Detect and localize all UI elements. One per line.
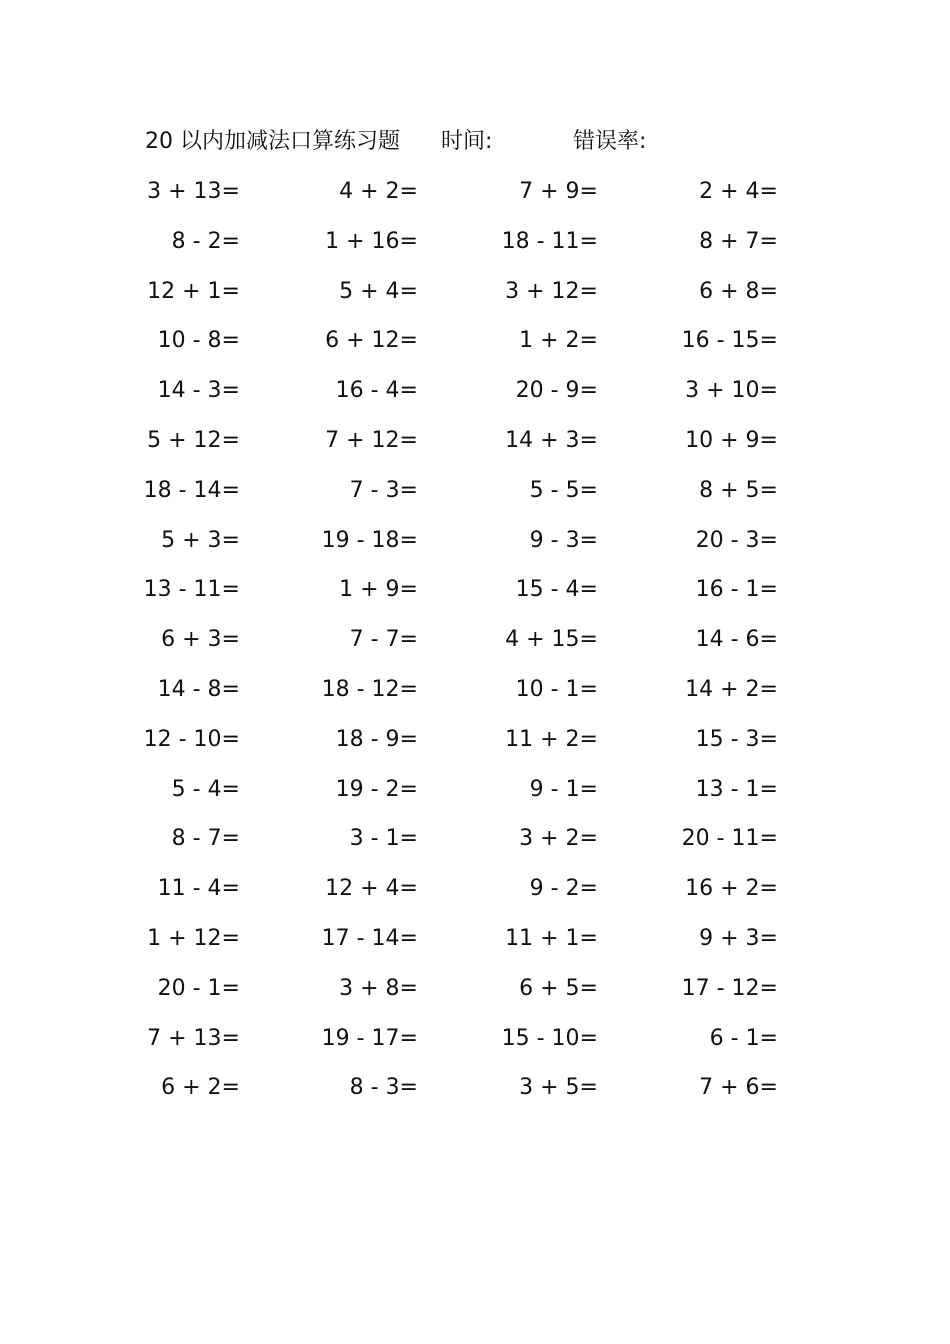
problem-row	[120, 672, 820, 722]
problem-row	[120, 423, 820, 473]
problem-item: 14 + 3=	[505, 427, 598, 453]
problem-row	[120, 722, 820, 772]
problem-row	[120, 473, 820, 523]
problem-item: 3 - 1=	[349, 826, 418, 852]
problem-item: 16 + 2=	[685, 876, 778, 902]
problem-item: 20 - 9=	[515, 378, 598, 404]
time-label: 时间:	[441, 129, 493, 154]
problem-item: 11 - 4=	[157, 876, 240, 902]
problem-item: 20 - 11=	[681, 826, 778, 852]
problem-item: 5 + 3=	[161, 527, 240, 553]
problem-item: 20 - 3=	[695, 527, 778, 553]
problem-item: 7 + 13=	[147, 1025, 240, 1051]
worksheet-title: 20 以内加减法口算练习题	[145, 129, 400, 154]
problem-item: 20 - 1=	[157, 975, 240, 1001]
problem-item: 3 + 5=	[519, 1075, 598, 1101]
error-rate-label: 错误率:	[573, 129, 647, 154]
problem-item: 17 - 12=	[681, 975, 778, 1001]
problem-row	[120, 224, 820, 274]
problem-item: 14 - 6=	[695, 627, 778, 653]
problem-item: 17 - 14=	[321, 925, 418, 951]
problem-item: 3 + 12=	[505, 278, 598, 304]
problem-row	[120, 772, 820, 822]
problem-item: 6 + 8=	[699, 278, 778, 304]
problem-item: 1 + 12=	[147, 925, 240, 951]
problem-item: 13 - 1=	[695, 776, 778, 802]
problem-row	[120, 622, 820, 672]
problem-item: 13 - 11=	[143, 577, 240, 603]
problem-item: 18 - 14=	[143, 477, 240, 503]
problem-item: 7 + 9=	[519, 179, 598, 204]
problem-item: 5 + 12=	[147, 427, 240, 453]
problem-row	[120, 821, 820, 871]
problem-item: 15 - 4=	[515, 577, 598, 603]
problem-item: 9 + 3=	[699, 925, 778, 951]
problem-item: 14 - 8=	[157, 676, 240, 702]
problem-item: 5 - 5=	[529, 477, 598, 503]
problem-item: 3 + 2=	[519, 826, 598, 852]
problem-item: 11 + 1=	[505, 925, 598, 951]
problem-item: 10 + 9=	[685, 427, 778, 453]
problem-item: 18 - 11=	[501, 228, 598, 254]
problem-item: 14 - 3=	[157, 378, 240, 404]
problem-item: 10 - 1=	[515, 676, 598, 702]
problem-item: 9 - 3=	[529, 527, 598, 553]
problem-item: 19 - 2=	[335, 776, 418, 802]
problem-item: 1 + 16=	[325, 228, 418, 254]
problem-item: 6 - 1=	[709, 1025, 778, 1051]
problem-grid	[120, 174, 820, 1120]
problem-item: 16 - 4=	[335, 378, 418, 404]
problem-row	[120, 871, 820, 921]
problem-item: 5 + 4=	[339, 278, 418, 304]
problem-item: 3 + 10=	[685, 378, 778, 404]
problem-item: 6 + 2=	[161, 1075, 240, 1101]
problem-item: 11 + 2=	[505, 726, 598, 752]
problem-row	[120, 323, 820, 373]
problem-item: 1 + 9=	[339, 577, 418, 603]
problem-item: 19 - 18=	[321, 527, 418, 553]
problem-item: 8 + 5=	[699, 477, 778, 503]
problem-item: 18 - 9=	[335, 726, 418, 752]
problem-item: 7 + 6=	[699, 1075, 778, 1101]
problem-item: 8 + 7=	[699, 228, 778, 254]
problem-item: 9 - 2=	[529, 876, 598, 902]
problem-row	[120, 971, 820, 1021]
problem-item: 1 + 2=	[519, 328, 598, 354]
problem-item: 2 + 4=	[699, 179, 778, 204]
problem-item: 10 - 8=	[157, 328, 240, 354]
problem-item: 12 + 4=	[325, 876, 418, 902]
problem-item: 3 + 13=	[147, 179, 240, 204]
problem-item: 8 - 2=	[171, 228, 240, 254]
problem-item: 7 + 12=	[325, 427, 418, 453]
problem-item: 18 - 12=	[321, 676, 418, 702]
problem-row	[120, 921, 820, 971]
problem-row	[120, 1070, 820, 1120]
problem-item: 3 + 8=	[339, 975, 418, 1001]
problem-item: 4 + 2=	[339, 179, 418, 204]
problem-item: 6 + 12=	[325, 328, 418, 354]
problem-row	[120, 523, 820, 573]
problem-row	[120, 1021, 820, 1071]
problem-item: 15 - 3=	[695, 726, 778, 752]
problem-item: 12 + 1=	[147, 278, 240, 304]
problem-item: 7 - 7=	[349, 627, 418, 653]
problem-row	[120, 572, 820, 622]
problem-row	[120, 174, 820, 224]
problem-row	[120, 274, 820, 324]
problem-item: 4 + 15=	[505, 627, 598, 653]
problem-item: 15 - 10=	[501, 1025, 598, 1051]
problem-item: 9 - 1=	[529, 776, 598, 802]
problem-item: 12 - 10=	[143, 726, 240, 752]
problem-item: 6 + 5=	[519, 975, 598, 1001]
problem-item: 6 + 3=	[161, 627, 240, 653]
problem-item: 8 - 7=	[171, 826, 240, 852]
problem-item: 14 + 2=	[685, 676, 778, 702]
problem-item: 16 - 15=	[681, 328, 778, 354]
problem-item: 5 - 4=	[171, 776, 240, 802]
problem-item: 8 - 3=	[349, 1075, 418, 1101]
problem-row	[120, 373, 820, 423]
problem-item: 7 - 3=	[349, 477, 418, 503]
problem-item: 19 - 17=	[321, 1025, 418, 1051]
problem-item: 16 - 1=	[695, 577, 778, 603]
